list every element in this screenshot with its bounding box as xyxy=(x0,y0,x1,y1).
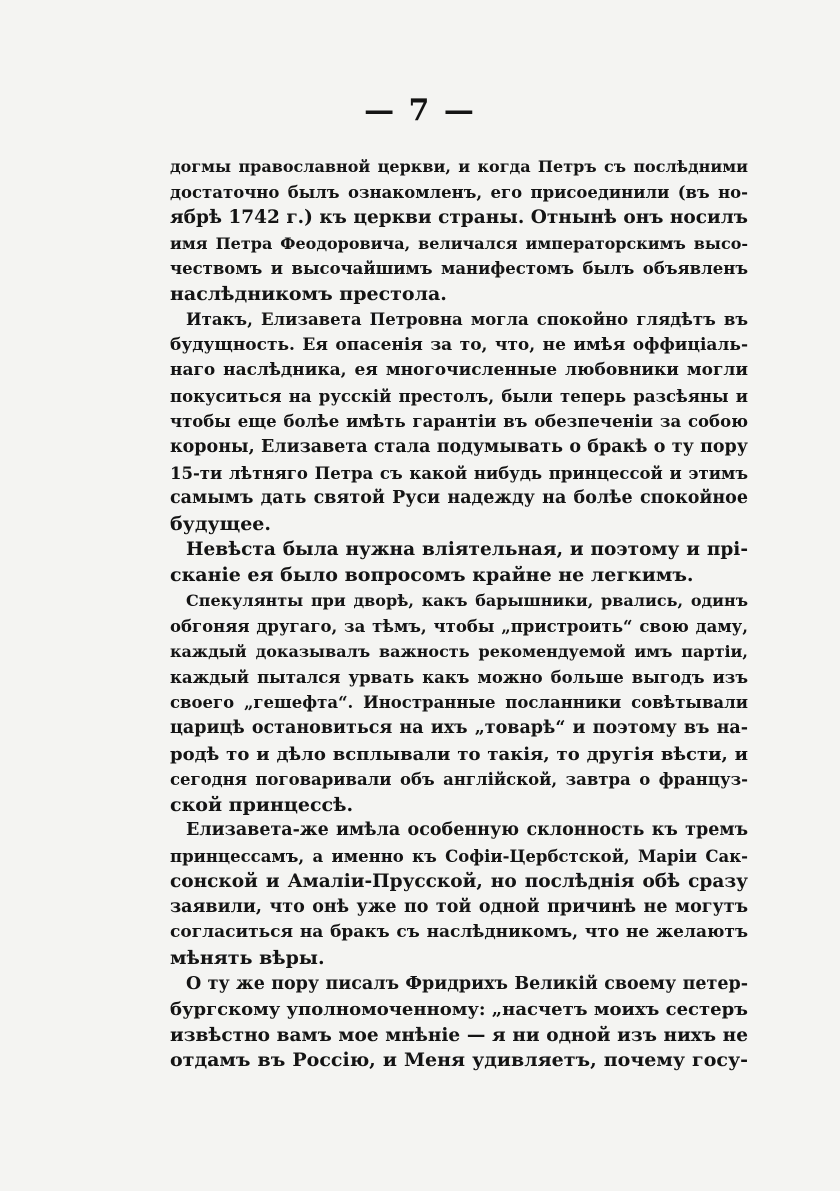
text-line: сегодня поговаривали объ англійской, завтра о француз- xyxy=(170,770,748,790)
text-line: догмы православной церкви, и когда Петръ съ послѣдними xyxy=(170,157,748,176)
text-line: родѣ то и дѣло всплывали то такія, то другія вѣсти, и xyxy=(170,743,748,765)
text-line: сканіе ея было вопросомъ крайне не легкимъ. xyxy=(170,563,694,586)
text-line: самымъ дать святой Руси надежду на болѣе спокойное xyxy=(170,488,748,509)
text-line: 15-ти лѣтняго Петра съ какой нибудь принцессой и этимъ xyxy=(170,463,748,483)
text-line: наго наслѣдника, ея многочисленные любовники могли xyxy=(170,360,748,381)
page-number: — 7 — xyxy=(364,93,476,128)
text-line: наслѣдникомъ престола. xyxy=(170,282,447,305)
text-line: чествомъ и высочайшимъ манифестомъ былъ объявленъ xyxy=(170,259,748,279)
text-line: будущность. Ея опасенія за то, что, не имѣя оффиціаль- xyxy=(170,334,748,355)
text-line: достаточно былъ ознакомленъ, его присоединили (въ но- xyxy=(170,182,748,202)
text-line: обгоняя другаго, за тѣмъ, чтобы „пристроить“ свою даму, xyxy=(170,616,748,636)
text-line: сонской и Амаліи-Прусской, но послѣднія обѣ сразу xyxy=(170,871,748,893)
text-line: согласиться на бракъ съ наслѣдникомъ, что не желаютъ xyxy=(170,922,748,943)
text-line: каждый пытался урвать какъ можно больше выгодъ изъ xyxy=(170,667,748,687)
text-line: короны, Елизавета стала подумывать о бракѣ о ту пору xyxy=(170,437,748,458)
text-line: чтобы еще болѣе имѣть гарантіи въ обезпеченіи за собою xyxy=(170,412,748,432)
text-line: Спекулянты при дворѣ, какъ барышники, рвались, одинъ xyxy=(186,591,748,611)
text-line: своего „гешефта“. Иностранные посланники совѣтывали xyxy=(170,693,748,713)
text-line: бургскому уполномоченному: „насчетъ моихъ сестеръ xyxy=(170,999,748,1021)
text-line: мѣнять вѣры. xyxy=(170,946,325,969)
text-line: имя Петра Феодоровича, величался императорскимъ высо- xyxy=(170,233,748,253)
text-line: извѣстно вамъ мое мнѣніе — я ни одной изъ нихъ не xyxy=(170,1024,748,1046)
text-line: ябрѣ 1742 г.) къ церкви страны. Отнынѣ онъ носилъ xyxy=(170,207,748,229)
text-line: ской принцессѣ. xyxy=(170,793,354,816)
text-line: Елизавета-же имѣла особенную склонность къ тремъ xyxy=(186,820,748,841)
text-line: заявили, что онѣ уже по той одной причинѣ не могутъ xyxy=(170,896,748,917)
text-line: отдамъ въ Россію, и Меня удивляетъ, почему госу- xyxy=(170,1049,748,1072)
text-line: Итакъ, Елизавета Петровна могла спокойно глядѣтъ въ xyxy=(186,310,748,330)
text-line: Невѣста была нужна вліятельная, и поэтому и прі- xyxy=(186,539,748,561)
text-line: царицѣ остановиться на ихъ „товарѣ“ и поэтому въ на- xyxy=(170,718,748,739)
text-line: принцессамъ, а именно къ Софіи-Цербстской, Маріи Сак- xyxy=(170,846,748,866)
text-line: каждый доказывалъ важность рекомендуемой имъ партіи, xyxy=(170,642,748,662)
body-text xyxy=(170,154,748,1074)
text-line: покуситься на русскій престолъ, были теперь разсѣяны и xyxy=(170,386,748,406)
text-line: О ту же пору писалъ Фридрихъ Великій своему петер- xyxy=(186,973,748,994)
text-line: будущее. xyxy=(170,512,272,535)
